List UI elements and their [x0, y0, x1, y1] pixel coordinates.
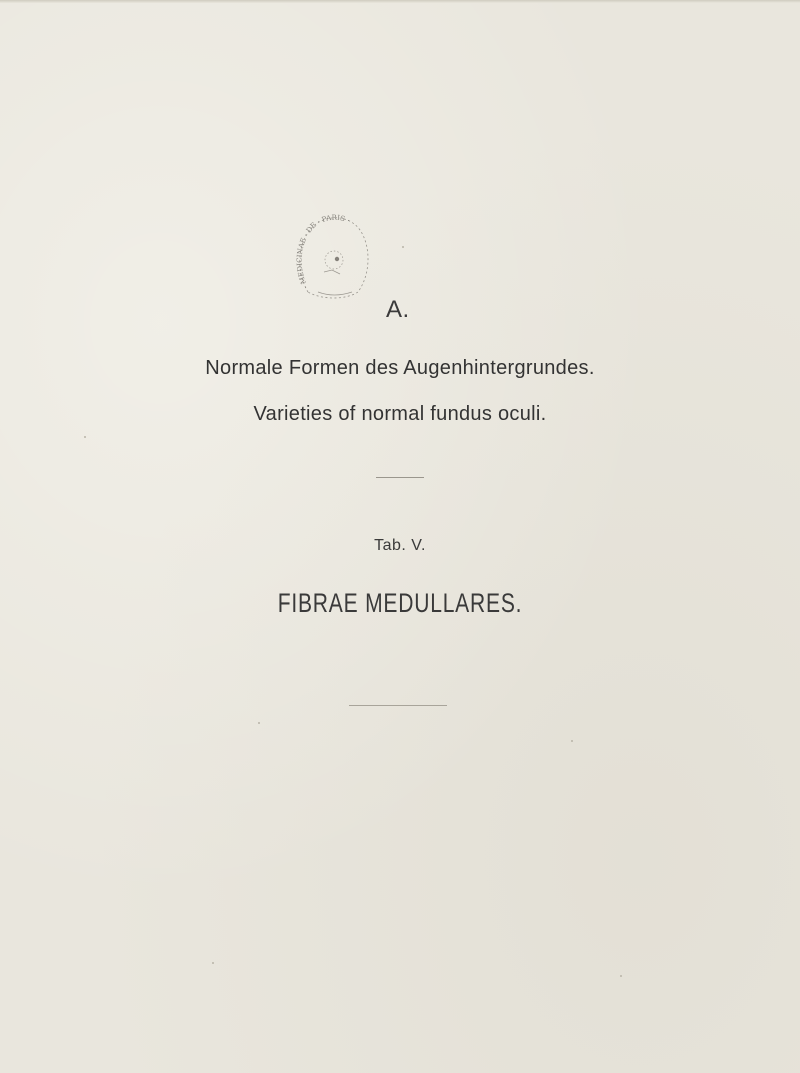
paper-speck: [620, 975, 622, 977]
stamp-lettering: · MEDICINAE · DE · PARIS ·: [296, 213, 352, 290]
heading-german: Normale Formen des Augenhintergrundes.: [205, 357, 595, 379]
plate-title: FIBRAE MEDULLARES.: [277, 588, 523, 618]
library-stamp-icon: [296, 212, 372, 304]
paper-speck: [571, 740, 573, 742]
divider-long: [349, 705, 447, 706]
paper-speck: [258, 722, 260, 724]
paper-speck: [212, 962, 214, 964]
plate-tab-label: Tab. V.: [374, 537, 426, 554]
section-letter: A.: [386, 296, 410, 323]
svg-text:· MEDICINAE · DE · PARIS ·: [296, 214, 351, 290]
paper-speck: [84, 436, 86, 438]
paper-speck: [402, 246, 404, 248]
page-top-edge: [0, 0, 800, 3]
heading-english: Varieties of normal fundus oculi.: [253, 403, 547, 425]
divider-short: [376, 477, 424, 478]
